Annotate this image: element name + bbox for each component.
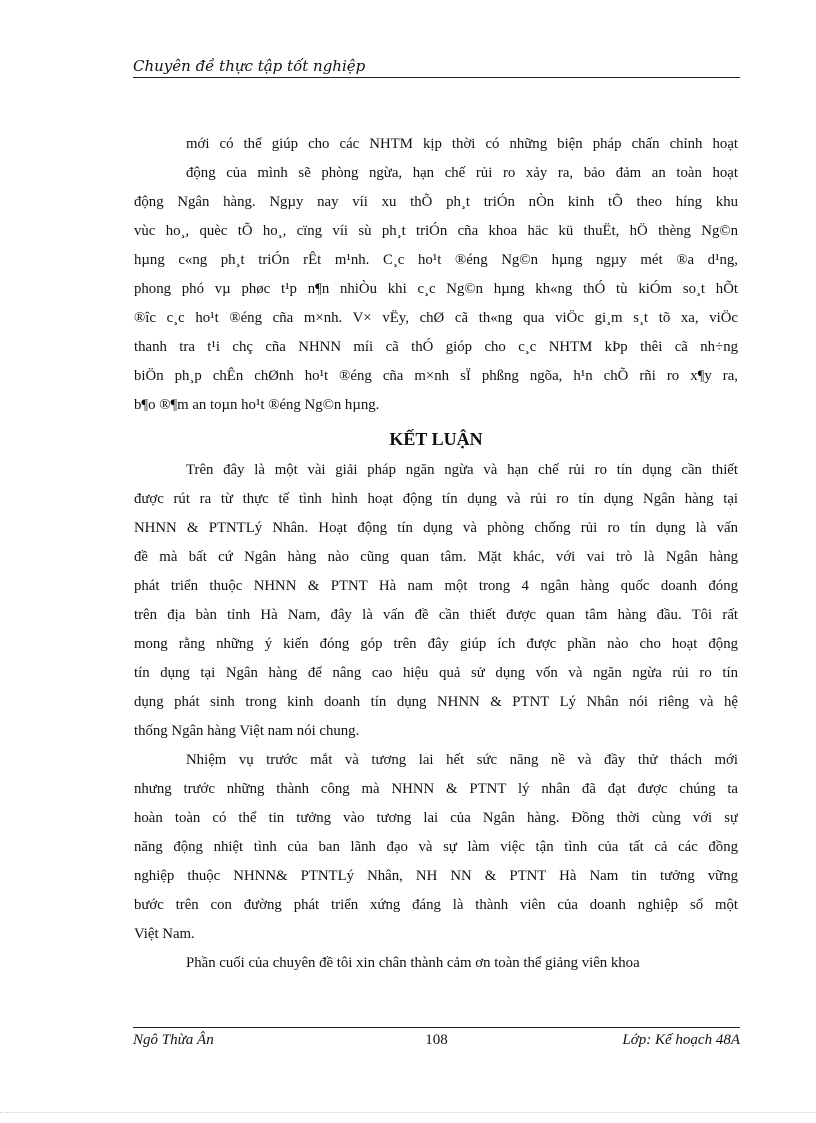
text-line: tín dụng tại Ngân hàng để nâng cao hiệu quả sử dụng vốn và ngăn ngừa rủi ro tín bbox=[134, 665, 738, 681]
text-line: động của mình sẽ phòng ngừa, hạn chế rủi ro xảy ra, bảo đảm an toàn hoạt bbox=[186, 165, 738, 181]
text-line: nhưng trước những thành công mà NHNN & PTNT lý nhân đã đạt được chúng ta bbox=[134, 781, 738, 797]
page-number: 108 bbox=[425, 1032, 448, 1048]
text-line: Nhiệm vụ trước mắt và tương lai hết sức năng nề và đầy thử thách mới bbox=[186, 752, 738, 768]
footer-class: Lớp: Kế hoạch 48A bbox=[622, 1032, 740, 1048]
text-line: hoàn toàn có thể tin tưởng vào tương lai của Ngân hàng. Đồng thời cùng với sự bbox=[134, 810, 738, 826]
text-line: thống Ngân hàng Việt nam nói chung. bbox=[134, 723, 360, 739]
text-line: đề mà bất cứ Ngân hàng nào cũng quan tâm. Mặt khác, với vai trò là Ngân hàng bbox=[134, 549, 738, 565]
text-line: b¶o ®¶m an toµn ho¹t ®éng Ng©n hµng. bbox=[134, 397, 380, 413]
header-title: Chuyên đề thực tập tốt nghiệp bbox=[133, 57, 366, 75]
text-line: dụng phát sinh trong kinh doanh tín dụng NHNN & PTNT Lý Nhân nói riêng và hệ bbox=[134, 694, 738, 710]
text-line: nghiệp thuộc NHNN& PTNTLý Nhân, NH NN & PTNT Hà Nam tin tưởng vững bbox=[134, 868, 738, 884]
text-line: vùc ho¸, quèc tÕ ho¸, cïng víi sù ph¸t triÓn cña khoa häc kü thuËt, hÖ thèng Ng©n bbox=[134, 223, 738, 239]
text-line: ®îc c¸c ho¹t ®éng cña m×nh. V× vËy, chØ cã th«ng qua viÖc gi¸m s¸t tõ xa, viÖc bbox=[134, 310, 738, 326]
page-body bbox=[134, 130, 738, 978]
text-line: Trên đây là một vài giải pháp ngăn ngừa và hạn chế rủi ro tín dụng cần thiết bbox=[186, 462, 738, 478]
conclusion-paragraph-2 bbox=[134, 746, 738, 949]
text-line: Phần cuối của chuyên đề tôi xin chân thành cảm ơn toàn thể giảng viên khoa bbox=[186, 955, 640, 971]
section-heading: KẾT LUẬN bbox=[389, 429, 483, 449]
text-line: Việt Nam. bbox=[134, 926, 195, 942]
text-line: mong rằng những ý kiến đóng góp trên đây giúp ích được phần nào cho hoạt động bbox=[134, 636, 738, 652]
footer-author: Ngô Thừa Ân bbox=[133, 1032, 214, 1048]
text-line: được rút ra từ thực tế tình hình hoạt động tín dụng và rủi ro tín dụng Ngân hàng tại bbox=[134, 491, 738, 507]
conclusion-paragraph-1 bbox=[134, 456, 738, 746]
text-line: động Ngân hàng. Ngµy nay víi xu thÕ ph¸t triÓn nÒn kinh tÕ theo híng khu bbox=[134, 194, 738, 210]
page-edge-divider bbox=[0, 1112, 816, 1113]
text-line: hµng c«ng ph¸t triÓn rÊt m¹nh. C¸c ho¹t ®éng Ng©n hµng ngµy mét ®a d¹ng, bbox=[134, 252, 738, 268]
paragraph-intro bbox=[134, 130, 738, 188]
page-header bbox=[133, 57, 740, 78]
text-line: mới có thể giúp cho các NHTM kịp thời có những biện pháp chấn chỉnh hoạt bbox=[186, 136, 738, 152]
page-footer bbox=[133, 1027, 740, 1048]
text-line: NHNN & PTNTLý Nhân. Hoạt động tín dụng và phòng chống rủi ro tín dụng là vấn bbox=[134, 520, 738, 536]
text-line: thanh tra t¹i chç cña NHNN míi cã thÓ gióp cho c¸c NHTM kÞp thêi cã nh÷ng bbox=[134, 339, 738, 355]
text-line: phát triển thuộc NHNN & PTNT Hà nam một trong 4 ngân hàng quốc doanh đóng bbox=[134, 578, 738, 594]
text-line: năng động nhiệt tình của ban lãnh đạo và sự làm việc tận tình của tất cả các đồng bbox=[134, 839, 738, 855]
paragraph-encoded bbox=[134, 188, 738, 420]
text-line: biÖn ph¸p chÊn chØnh ho¹t ®éng cña m×nh sÏ phßng ngõa, h¹n chÕ rñi ro x¶y ra, bbox=[134, 368, 738, 384]
text-line: trên địa bàn tỉnh Hà Nam, đây là vấn đề cần thiết được quan tâm hàng đầu. Tôi rất bbox=[134, 607, 738, 623]
conclusion-paragraph-3 bbox=[134, 949, 738, 978]
text-line: phong phó vµ phøc t¹p n¶n nhiÒu khi c¸c Ng©n hµng kh«ng thÓ tù kiÓm so¸t hÕt bbox=[134, 281, 738, 297]
text-line: bước trên con đường phát triển xứng đáng là thành viên của doanh nghiệp số một bbox=[134, 897, 738, 913]
